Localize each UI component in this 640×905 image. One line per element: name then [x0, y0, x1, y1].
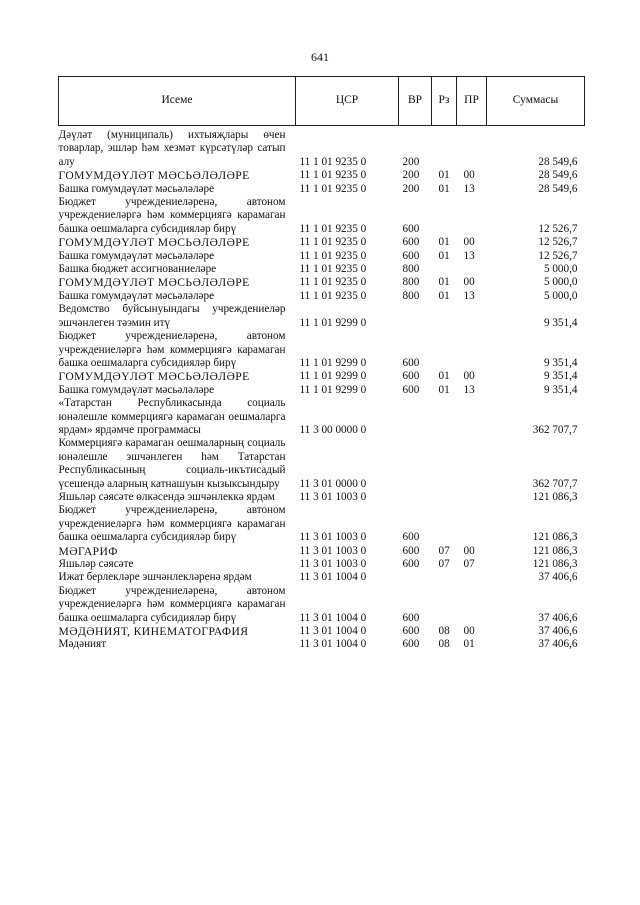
- table-row: [59, 236, 585, 249]
- row-csr: 11 3 01 1003 0: [299, 490, 367, 503]
- row-vr: 600: [402, 236, 420, 249]
- page-number: 641: [311, 50, 329, 64]
- table-row: [59, 183, 585, 196]
- row-pr: [457, 491, 487, 504]
- table-row: [59, 276, 585, 289]
- table-row: [59, 571, 585, 584]
- table-header-row: [59, 77, 585, 126]
- row-sum: 5 000,0: [543, 276, 578, 289]
- row-vr: 200: [402, 155, 420, 168]
- row-pr: [457, 397, 487, 437]
- row-csr: 11 1 01 9235 0: [299, 236, 367, 249]
- row-rz: 01: [438, 289, 450, 302]
- table-row: [59, 290, 585, 303]
- row-csr: 11 3 01 1003 0: [299, 544, 367, 557]
- row-sum: 9 351,4: [543, 316, 578, 329]
- row-sum: 37 406,6: [538, 571, 578, 584]
- row-sum: 37 406,6: [538, 625, 578, 638]
- table-row: [59, 638, 585, 651]
- row-rz: [432, 330, 457, 370]
- row-rz: [432, 585, 457, 625]
- table-row: [59, 263, 585, 276]
- row-vr: 600: [402, 638, 420, 651]
- row-pr: 13: [463, 182, 475, 195]
- row-sum: 121 086,3: [532, 544, 578, 557]
- row-name: Бюджет учреждениеләренә, автоном учреждениеләргә һәм коммерциягә карамаган башка оешмаларга субсидияләр бирү: [58, 330, 286, 369]
- row-csr: 11 1 01 9299 0: [299, 356, 367, 369]
- row-csr: 11 1 01 9299 0: [299, 370, 367, 383]
- row-name: Яшьләр сәясәте: [58, 558, 134, 570]
- row-sum: 37 406,6: [538, 638, 578, 651]
- row-sum: 12 526,7: [538, 249, 578, 262]
- row-vr: 800: [402, 276, 420, 289]
- row-name: Яшьләр сәясәте өлкәсендә эшчәнлеккә ярдәм: [58, 490, 275, 503]
- row-pr: [457, 585, 487, 625]
- row-vr: 600: [402, 356, 420, 369]
- row-name: Бюджет учреждениеләренә, автоном учреждениеләргә һәм коммерциягә карамаган башка оешмаларга субсидияләр бирү: [58, 196, 286, 235]
- row-csr: 11 1 01 9235 0: [299, 169, 367, 182]
- row-pr: 13: [463, 383, 475, 396]
- row-csr: 11 1 01 9235 0: [299, 155, 367, 168]
- row-pr: [457, 504, 487, 544]
- table-row: [59, 625, 585, 638]
- row-sum: 121 086,3: [532, 490, 578, 503]
- header-csr: ЦСР: [296, 77, 399, 126]
- row-csr: 11 1 01 9235 0: [299, 263, 367, 276]
- row-sum: 9 351,4: [543, 370, 578, 383]
- row-csr: 11 1 01 9235 0: [299, 182, 367, 195]
- row-sum: 5 000,0: [543, 263, 578, 276]
- row-vr: 200: [402, 169, 420, 182]
- row-pr: 00: [463, 276, 475, 289]
- table-row: [59, 169, 585, 182]
- row-rz: [432, 263, 457, 276]
- row-name: Башка гомумдәүләт мәсьәләләре: [58, 289, 215, 302]
- table-row: [59, 370, 585, 383]
- row-pr: [457, 330, 487, 370]
- row-sum: 28 549,6: [538, 182, 578, 195]
- row-name: Башка гомумдәүләт мәсьәләләре: [58, 182, 215, 195]
- header-pr: ПР: [457, 77, 487, 126]
- row-csr: 11 3 01 1004 0: [299, 625, 367, 638]
- table-row: [59, 330, 585, 370]
- row-rz: 01: [438, 169, 450, 182]
- row-rz: [432, 571, 457, 584]
- row-vr: 600: [402, 249, 420, 262]
- table-row: [59, 250, 585, 263]
- row-sum: 5 000,0: [543, 289, 578, 302]
- row-vr: [399, 397, 432, 437]
- table-row: [59, 545, 585, 558]
- row-rz: 01: [438, 182, 450, 195]
- row-vr: 800: [402, 289, 420, 302]
- row-pr: [457, 263, 487, 276]
- row-csr: 11 3 01 1003 0: [299, 531, 367, 544]
- row-csr: 11 1 01 9235 0: [299, 249, 367, 262]
- row-vr: [399, 491, 432, 504]
- row-rz: 07: [438, 544, 450, 557]
- row-vr: 600: [402, 558, 420, 570]
- row-name: Дәүләт (муниципаль) ихтыяҗлары өчен товарлар, эшләр һәм хезмәт күрсәтүләр сатып алу: [58, 129, 286, 168]
- row-vr: 800: [402, 263, 420, 276]
- row-name: Башка бюджет ассигнованиеләре: [58, 263, 217, 276]
- row-name: МӘГАРИФ: [58, 544, 118, 558]
- row-pr: [457, 126, 487, 170]
- row-rz: 01: [438, 383, 450, 396]
- row-sum: 121 086,3: [532, 558, 578, 570]
- row-sum: 9 351,4: [543, 356, 578, 369]
- header-vr: ВР: [399, 77, 432, 126]
- row-pr: [457, 437, 487, 491]
- row-name: Коммерциягә карамаган оешмаларның социаль юнәлешле эшчәнлеген һәм Татарстан Республикасының социаль-икътисадый үсешендә аларның катнашуын кызыксындыру: [58, 437, 286, 490]
- row-csr: 11 3 01 1003 0: [299, 558, 367, 570]
- row-vr: 600: [402, 222, 420, 235]
- row-rz: 01: [438, 276, 450, 289]
- row-sum: 12 526,7: [538, 236, 578, 249]
- row-name: Бюджет учреждениеләренә, автоном учреждениеләргә һәм коммерциягә карамаган башка оешмаларга субсидияләр бирү: [58, 504, 286, 544]
- row-name: ГОМУМДӘҮЛӘТ МӘСЬӘЛӘЛӘРЕ: [58, 370, 250, 384]
- row-name: Ведомство буйсынуындагы учреждениеләр эшчәнлеген тәэмин итү: [58, 303, 286, 329]
- row-csr: 11 3 00 0000 0: [299, 423, 367, 436]
- row-vr: 600: [402, 544, 420, 557]
- table-row: [59, 126, 585, 170]
- row-name: Ижат берлекләре эшчәнлекләренә ярдәм: [58, 571, 252, 584]
- table-row: [59, 491, 585, 504]
- row-pr: 00: [463, 169, 475, 182]
- table-row: [59, 196, 585, 236]
- row-pr: 00: [463, 236, 475, 249]
- row-pr: [457, 303, 487, 330]
- table-row: [59, 437, 585, 491]
- row-rz: 01: [438, 370, 450, 383]
- table-row: [59, 504, 585, 544]
- row-sum: 362 707,7: [532, 423, 578, 436]
- row-pr: 07: [463, 558, 475, 570]
- table-row: [59, 585, 585, 625]
- row-rz: [432, 126, 457, 170]
- table-row: [59, 384, 585, 397]
- row-csr: 11 1 01 9235 0: [299, 222, 367, 235]
- row-sum: 121 086,3: [532, 531, 578, 544]
- row-name: ГОМУМДӘҮЛӘТ МӘСЬӘЛӘЛӘРЕ: [58, 276, 250, 290]
- header-sum: Суммасы: [487, 77, 585, 126]
- row-pr: 01: [463, 638, 475, 651]
- row-vr: [399, 303, 432, 330]
- row-rz: [432, 437, 457, 491]
- row-rz: 08: [438, 638, 450, 651]
- row-sum: 28 549,6: [538, 169, 578, 182]
- row-vr: [399, 571, 432, 584]
- header-rz: Рз: [432, 77, 457, 126]
- row-vr: 200: [402, 182, 420, 195]
- row-name: ГОМУМДӘҮЛӘТ МӘСЬӘЛӘЛӘРЕ: [58, 236, 250, 250]
- row-rz: [432, 491, 457, 504]
- row-sum: 362 707,7: [532, 477, 578, 490]
- row-csr: 11 3 01 1004 0: [299, 611, 367, 624]
- row-pr: [457, 571, 487, 584]
- table-body: [59, 126, 585, 652]
- row-sum: 9 351,4: [543, 383, 578, 396]
- row-pr: 13: [463, 249, 475, 262]
- row-name: Бюджет учреждениеләренә, автоном учреждениеләргә һәм коммерциягә карамаган башка оешмаларга субсидияләр бирү: [58, 584, 286, 624]
- row-vr: 600: [402, 625, 420, 638]
- row-pr: 13: [463, 289, 475, 302]
- row-vr: 600: [402, 611, 420, 624]
- row-rz: 07: [438, 558, 450, 570]
- row-pr: [457, 196, 487, 236]
- table-row: [59, 558, 585, 571]
- row-pr: 00: [463, 544, 475, 557]
- row-rz: [432, 196, 457, 236]
- row-csr: 11 3 01 0000 0: [299, 477, 367, 490]
- row-name: «Татарстан Республикасында социаль юнәлешле коммерциягә карамаган оешмаларга ярдәм» ярдәмче программасы: [58, 397, 286, 436]
- row-vr: [399, 437, 432, 491]
- row-name: Мәдәният: [58, 638, 107, 651]
- row-csr: 11 1 01 9299 0: [299, 316, 367, 329]
- row-csr: 11 1 01 9235 0: [299, 276, 367, 289]
- header-name: Исеме: [59, 77, 296, 126]
- row-sum: 12 526,7: [538, 222, 578, 235]
- row-sum: 37 406,6: [538, 611, 578, 624]
- table-row: [59, 397, 585, 437]
- row-csr: 11 3 01 1004 0: [299, 638, 367, 651]
- row-vr: 600: [402, 383, 420, 396]
- row-rz: [432, 397, 457, 437]
- row-vr: 600: [402, 370, 420, 383]
- row-rz: [432, 303, 457, 330]
- row-rz: 01: [438, 249, 450, 262]
- row-pr: 00: [463, 370, 475, 383]
- row-name: ГОМУМДӘҮЛӘТ МӘСЬӘЛӘЛӘРЕ: [58, 169, 250, 183]
- row-name: Башка гомумдәүләт мәсьәләләре: [58, 249, 215, 262]
- row-vr: 600: [402, 531, 420, 544]
- row-rz: [432, 504, 457, 544]
- row-rz: 01: [438, 236, 450, 249]
- row-sum: 28 549,6: [538, 155, 578, 168]
- row-csr: 11 1 01 9235 0: [299, 289, 367, 302]
- row-csr: 11 1 01 9299 0: [299, 383, 367, 396]
- row-pr: 00: [463, 625, 475, 638]
- budget-table: [58, 76, 585, 652]
- row-name: Башка гомумдәүләт мәсьәләләре: [58, 383, 215, 396]
- table-row: [59, 303, 585, 330]
- row-name: МӘДӘНИЯТ, КИНЕМАТОГРАФИЯ: [58, 625, 249, 639]
- row-rz: 08: [438, 625, 450, 638]
- row-csr: 11 3 01 1004 0: [299, 571, 367, 584]
